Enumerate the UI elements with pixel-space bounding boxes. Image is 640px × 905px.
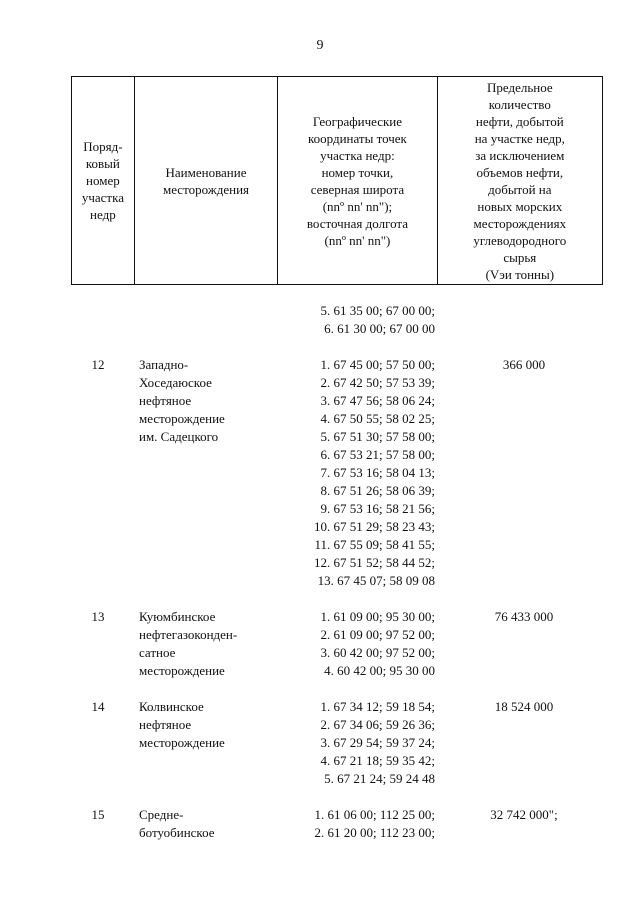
coordinate: 9. 67 53 16; 58 21 56;: [320, 501, 435, 516]
header-oil-limit: Предельное количество нефти, добытой на участке недр, за исключением объемов нефти, добытой на новых морских месторождениях углеводородного сырья (Vэи тонны): [437, 77, 602, 284]
table-row: [71, 608, 603, 680]
table-body: [71, 285, 603, 842]
coordinate: 4. 67 50 55; 58 02 25;: [320, 411, 435, 426]
coordinate: 2. 67 34 06; 59 26 36;: [320, 717, 435, 732]
coordinate: 4. 67 21 18; 59 35 42;: [320, 753, 435, 768]
table-row-continuation: [71, 285, 603, 338]
coordinate: 1. 61 09 00; 95 30 00;: [320, 609, 435, 624]
field-number: 14: [91, 699, 105, 714]
coordinate: 2. 61 09 00; 97 52 00;: [320, 627, 435, 642]
coordinate: 1. 67 45 00; 57 50 00;: [320, 357, 435, 372]
oil-limit: 366 000: [502, 357, 546, 372]
table-row: [71, 356, 603, 590]
oil-limit: 76 433 000: [494, 609, 554, 624]
coordinates-list: [277, 608, 437, 680]
field-name: Куюмбинское нефтегазоконден- сатное месторождение: [139, 609, 238, 678]
coordinate: 6. 61 30 00; 67 00 00: [324, 321, 435, 336]
coordinate: 5. 67 21 24; 59 24 48: [324, 771, 435, 786]
coordinate: 8. 67 51 26; 58 06 39;: [320, 483, 435, 498]
coordinate: 12. 67 51 52; 58 44 52;: [314, 555, 435, 570]
coordinate: 2. 61 20 00; 112 23 00;: [314, 825, 435, 840]
coordinate: 13. 67 45 07; 58 09 08: [317, 573, 435, 588]
coordinate: 4. 60 42 00; 95 30 00: [324, 663, 435, 678]
coordinate: 3. 67 47 56; 58 06 24;: [320, 393, 435, 408]
oil-fields-table: [71, 76, 603, 842]
page-number: 9: [316, 38, 324, 53]
coordinate: 1. 61 06 00; 112 25 00;: [314, 807, 435, 822]
header-coordinates: Географические координаты точек участка недр: номер точки, северная широта (nnº nn' nn"); восточная долгота (nnº nn' nn"): [277, 77, 436, 284]
table-row: [71, 698, 603, 788]
coordinate: 2. 67 42 50; 57 53 39;: [320, 375, 435, 390]
field-number: 13: [91, 609, 105, 624]
coordinate: 3. 60 42 00; 97 52 00;: [320, 645, 435, 660]
coordinates-list: [277, 806, 437, 842]
oil-limit: 32 742 000";: [490, 807, 558, 822]
coordinate: 10. 67 51 29; 58 23 43;: [314, 519, 435, 534]
coordinates-list: [277, 356, 437, 590]
field-number: 12: [91, 357, 105, 372]
header-field-name: Наименование месторождения: [134, 77, 277, 284]
coordinate: 6. 67 53 21; 57 58 00;: [320, 447, 435, 462]
coordinates-list: [277, 698, 437, 788]
field-name: Западно- Хоседаюское нефтяное месторождение им. Садецкого: [139, 357, 225, 444]
coordinate: 1. 67 34 12; 59 18 54;: [320, 699, 435, 714]
coordinate: 7. 67 53 16; 58 04 13;: [320, 465, 435, 480]
header-field-number: Поряд- ковый номер участка недр: [81, 139, 124, 222]
field-name: Средне- ботуобинское: [139, 807, 215, 840]
coordinate: 11. 67 55 09; 58 41 55;: [314, 537, 435, 552]
coordinate: 3. 67 29 54; 59 37 24;: [320, 735, 435, 750]
field-number: 15: [91, 807, 105, 822]
coordinates-list: [277, 302, 437, 338]
table-row: [71, 806, 603, 842]
coordinate: 5. 61 35 00; 67 00 00;: [320, 303, 435, 318]
oil-limit: 18 524 000: [494, 699, 554, 714]
coordinate: 5. 67 51 30; 57 58 00;: [320, 429, 435, 444]
table-header: [71, 76, 603, 285]
field-name: Колвинское нефтяное месторождение: [139, 699, 225, 750]
